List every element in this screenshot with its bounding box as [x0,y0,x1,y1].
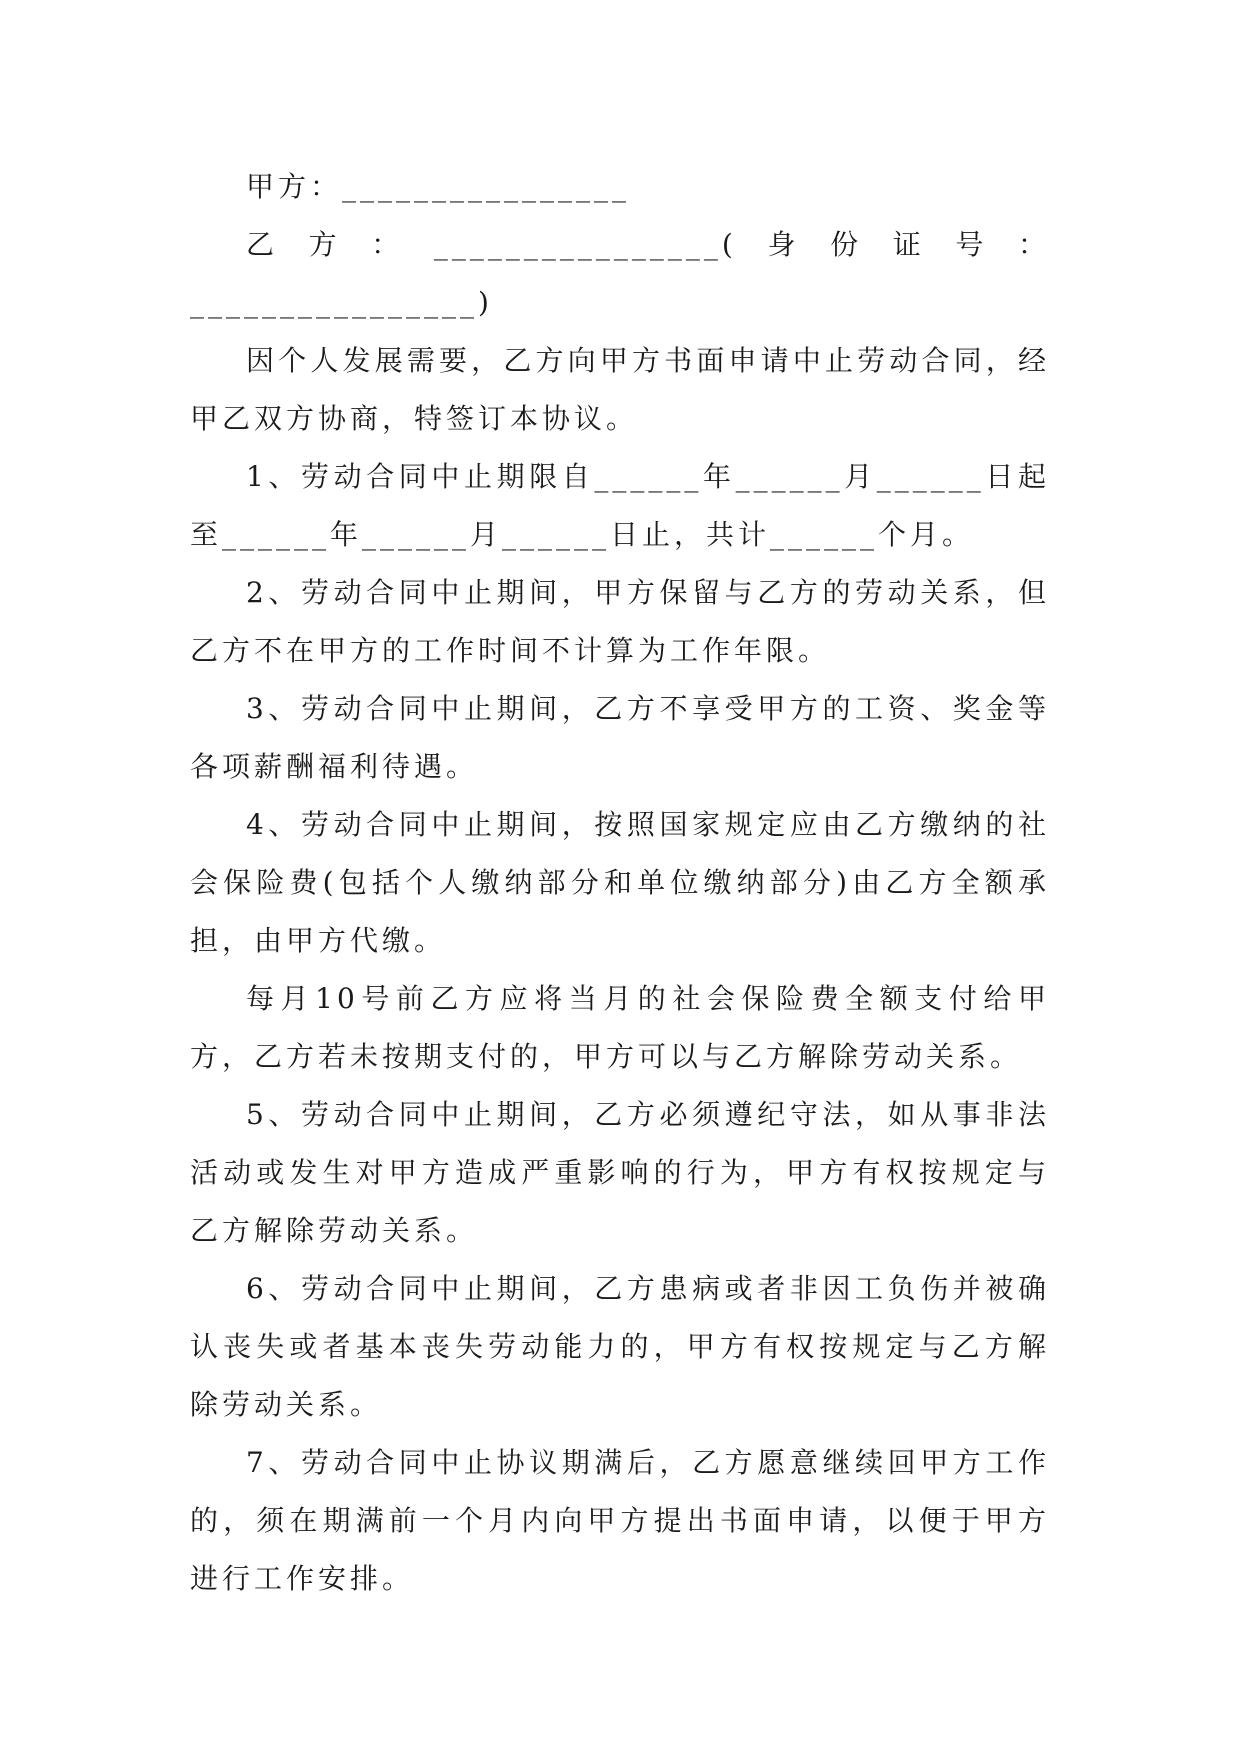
preamble-paragraph: 因个人发展需要，乙方向甲方书面申请中止劳动合同，经甲乙双方协商，特签订本协议。 [190,344,1050,435]
clause-7: 7、劳动合同中止协议期满后，乙方愿意继续回甲方工作的，须在期满前一个月内向甲方提出书面申请，以便于甲方进行工作安排。 [190,1446,1050,1595]
clause-4-payment-note: 每月10号前乙方应将当月的社会保险费全额支付给甲方，乙方若未按期支付的，甲方可以与乙方解除劳动关系。 [190,982,1050,1073]
party-b-line: 乙方：________________(身份证号：________________) [190,228,1050,319]
party-a-line: 甲方：________________ [246,170,631,203]
clause-3: 3、劳动合同中止期间，乙方不享受甲方的工资、奖金等各项薪酬福利待遇。 [190,692,1050,783]
clause-4: 4、劳动合同中止期间，按照国家规定应由乙方缴纳的社会保险费(包括个人缴纳部分和单位缴纳部分)由乙方全额承担，由甲方代缴。 [190,808,1050,957]
clause-1: 1、劳动合同中止期限自______年______月______日起至______年______月______日止，共计______个月。 [190,460,1050,551]
clause-2: 2、劳动合同中止期间，甲方保留与乙方的劳动关系，但乙方不在甲方的工作时间不计算为工作年限。 [190,576,1050,667]
document-body [190,158,1050,1608]
clause-5: 5、劳动合同中止期间，乙方必须遵纪守法，如从事非法活动或发生对甲方造成严重影响的行为，甲方有权按规定与乙方解除劳动关系。 [190,1098,1050,1247]
clause-6: 6、劳动合同中止期间，乙方患病或者非因工负伤并被确认丧失或者基本丧失劳动能力的，甲方有权按规定与乙方解除劳动关系。 [190,1272,1050,1421]
